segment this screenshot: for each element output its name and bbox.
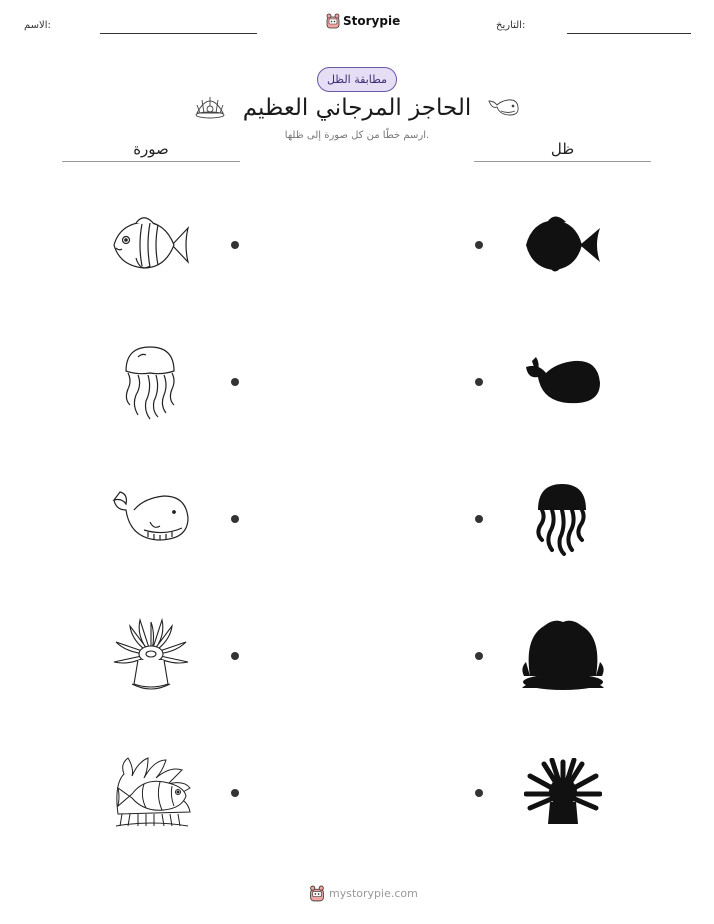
whale-silhouette-icon — [524, 355, 602, 409]
name-line[interactable] — [100, 33, 257, 34]
fish-outline-icon — [110, 210, 192, 280]
anemone-outline-icon — [112, 618, 190, 694]
date-line[interactable] — [567, 33, 691, 34]
picture-dot-3[interactable] — [231, 515, 239, 523]
picture-dot-1[interactable] — [231, 241, 239, 249]
column-shadow-heading: ظل — [550, 140, 575, 158]
shadow-dot-3[interactable] — [475, 515, 483, 523]
shadow-dot-4[interactable] — [475, 652, 483, 660]
column-picture-heading: صورة — [133, 140, 169, 158]
anemone-silhouette-icon — [524, 758, 602, 830]
clam-decoration-icon — [193, 91, 227, 121]
name-label: الاسم: — [24, 20, 51, 31]
clownfish-anemone-outline-icon — [108, 754, 194, 830]
picture-dot-4[interactable] — [231, 652, 239, 660]
column-picture-underline — [62, 161, 240, 162]
jellyfish-outline-icon — [118, 343, 182, 421]
date-label: التاريخ: — [496, 20, 526, 31]
instructions: ارسم خطًا من كل صورة إلى ظلها. — [284, 130, 430, 141]
column-shadow-underline — [474, 161, 651, 162]
page-title: الحاجز المرجاني العظيم — [242, 95, 472, 121]
storypie-mascot-icon — [326, 13, 340, 29]
footer — [309, 885, 418, 902]
clam-silhouette-icon — [520, 618, 606, 692]
brand-name: Storypie — [343, 14, 401, 28]
footer-url[interactable]: mystorypie.com — [329, 887, 418, 900]
whale-decoration-icon — [486, 95, 520, 119]
jellyfish-silhouette-icon — [530, 480, 594, 558]
brand-logo — [326, 13, 400, 29]
storypie-mascot-icon — [309, 885, 325, 902]
whale-outline-icon — [110, 490, 192, 546]
fish-silhouette-icon — [524, 210, 602, 280]
picture-dot-2[interactable] — [231, 378, 239, 386]
shadow-dot-1[interactable] — [475, 241, 483, 249]
shadow-dot-5[interactable] — [475, 789, 483, 797]
shadow-dot-2[interactable] — [475, 378, 483, 386]
picture-dot-5[interactable] — [231, 789, 239, 797]
worksheet-type-badge: مطابقة الظل — [317, 67, 397, 92]
